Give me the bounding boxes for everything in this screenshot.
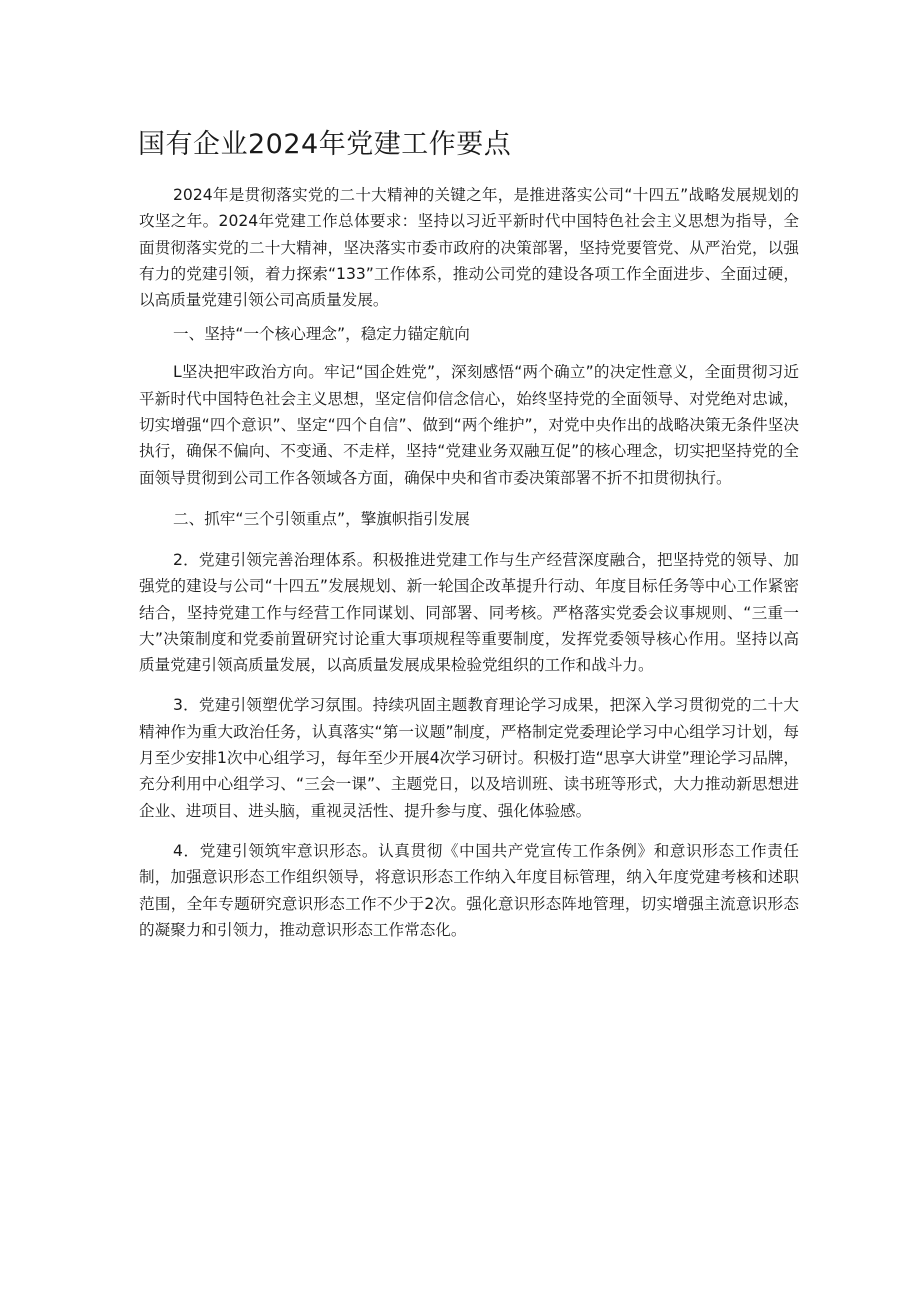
intro-paragraph: 2024年是贯彻落实党的二十大精神的关键之年，是推进落实公司“十四五”战略发展规划的攻坚之年。2024年党建工作总体要求：坚持以习近平新时代中国特色社会主义思想为指导，全面贯彻落实党的二十大精神，坚决落实市委市政府的决策部署，坚持党要管党、从严治党，以强有力的党建引领，着力探索“133”工作体系，推动公司党的建设各项工作全面进步、全面过硬，以高质量党建引领公司高质量发展。 (139, 186, 799, 310)
section-1-item-1: L坚决把牢政治方向。牢记“国企姓党”，深刻感悟“两个确立”的决定性意义，全面贯彻习近平新时代中国特色社会主义思想，坚定信仰信念信心，始终坚持党的全面领导、对党绝对忠诚，切实增强“四个意识”、坚定“四个自信”、做到“两个维护”，对党中央作出的战略决策无条件坚决执行，确保不偏向、不变通、不走样，坚持“党建业务双融互促”的核心理念，切实把坚持党的全面领导贯彻到公司工作各领域各方面，确保中央和省市委决策部署不折不扣贯彻执行。 (139, 363, 799, 487)
section-2-item-2: 2．党建引领完善治理体系。积极推进党建工作与生产经营深度融合，把坚持党的领导、加强党的建设与公司“十四五”发展规划、新一轮国企改革提升行动、年度目标任务等中心工作紧密结合，坚持党建工作与经营工作同谋划、同部署、同考核。严格落实党委会议事规则、“三重一大”决策制度和党委前置研究讨论重大事项规程等重要制度，发挥党委领导核心作用。坚持以高质量党建引领高质量发展，以高质量发展成果检验党组织的工作和战斗力。 (139, 550, 799, 675)
section-2-heading: 二、抓牢“三个引领重点”，擎旗帜指引发展 (173, 509, 470, 528)
section-1-heading: 一、坚持“一个核心理念”，稳定力锚定航向 (173, 325, 470, 344)
document-body (139, 125, 799, 943)
section-2-item-4: 4．党建引领筑牢意识形态。认真贯彻《中国共产党宣传工作条例》和意识形态工作责任制，加强意识形态工作组织领导，将意识形态工作纳入年度目标管理，纳入年度党建考核和述职范围，全年专题研究意识形态工作不少于2次。强化意识形态阵地管理，切实增强主流意识形态的凝聚力和引领力，推动意识形态工作常态化。 (139, 841, 799, 939)
section-2-item-3: 3．党建引领塑优学习氛围。持续巩固主题教育理论学习成果，把深入学习贯彻党的二十大精神作为重大政治任务，认真落实“第一议题”制度，严格制定党委理论学习中心组学习计划，每月至少安排1次中心组学习，每年至少开展4次学习研讨。积极打造“思享大讲堂”理论学习品牌，充分利用中心组学习、“三会一课”、主题党日，以及培训班、读书班等形式，大力推动新思想进企业、进项目、进头脑，重视灵活性、提升参与度、强化体验感。 (139, 696, 799, 820)
document-title: 国有企业2024年党建工作要点 (138, 129, 512, 160)
